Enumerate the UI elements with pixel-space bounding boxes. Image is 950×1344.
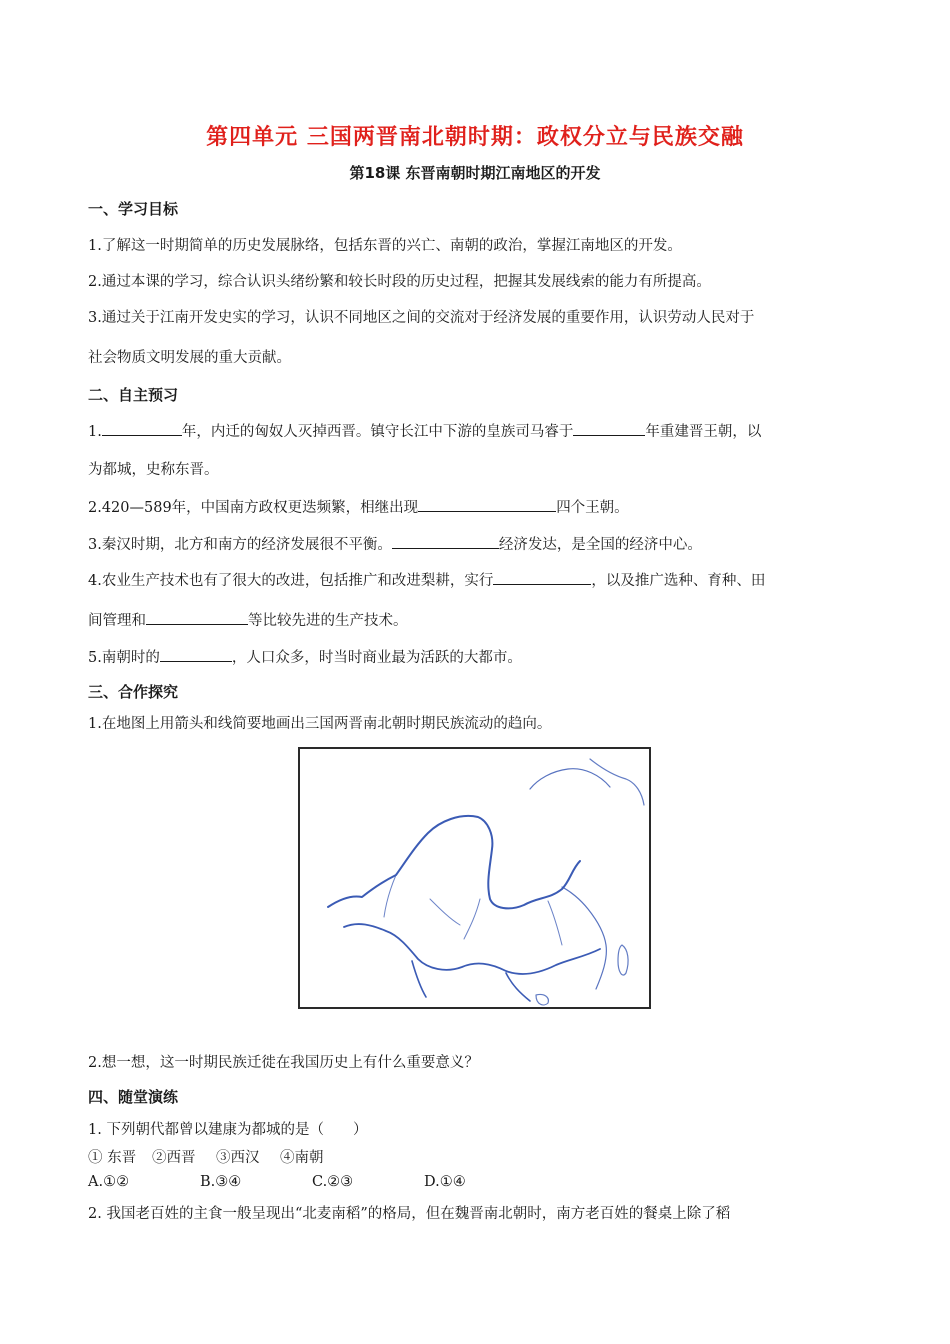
preview-q2-post: 四个王朝。 bbox=[556, 500, 629, 516]
preview-q4-pre: 4.农业生产技术也有了很大的改进，包括推广和改进梨耕，实行 bbox=[88, 573, 494, 589]
preview-q1-post: 年重建晋王朝，以 bbox=[645, 424, 762, 440]
objective-3: 3.通过关于江南开发史实的学习，认识不同地区之间的交流对于经济发展的重要作用，认识劳动人民对于 bbox=[88, 310, 755, 326]
blank-2-dynasties[interactable] bbox=[418, 495, 556, 512]
option-b[interactable]: B.③④ bbox=[200, 1174, 242, 1190]
preview-q4-post: ，以及推广选种、育种、田 bbox=[591, 573, 766, 589]
choice-3: ③西汉 bbox=[216, 1150, 260, 1166]
preview-q4b-pre: 间管理和 bbox=[88, 613, 146, 629]
section-heading-practice: 四、随堂演练 bbox=[88, 1088, 179, 1106]
yellow-river-line bbox=[328, 816, 580, 908]
lesson-title: 第18课 东晋南朝时期江南地区的开发 bbox=[349, 164, 601, 182]
preview-q2 bbox=[88, 495, 629, 517]
section-heading-preview: 二、自主预习 bbox=[88, 386, 179, 404]
unit-title: 第四单元 三国两晋南北朝时期：政权分立与民族交融 bbox=[206, 125, 744, 150]
choice-4: ④南朝 bbox=[280, 1150, 324, 1166]
blank-5-city[interactable] bbox=[160, 645, 232, 662]
preview-q1-mid: 年，内迁的匈奴人灭掉西晋。镇守长江中下游的皇族司马睿于 bbox=[181, 424, 574, 440]
preview-q4b-post: 等比较先进的生产技术。 bbox=[248, 613, 408, 629]
option-d[interactable]: D.①④ bbox=[424, 1174, 466, 1190]
taiwan-island bbox=[618, 945, 628, 975]
preview-q5 bbox=[88, 645, 522, 667]
preview-q5-post: ，人口众多，时当时商业最为活跃的大都市。 bbox=[231, 650, 522, 666]
practice-q1: 1. 下列朝代都曾以建康为都城的是（ ） bbox=[88, 1122, 368, 1138]
section-heading-inquiry: 三、合作探究 bbox=[88, 683, 179, 701]
river-outline-drawing bbox=[300, 749, 649, 1007]
choice-2: ②西晋 bbox=[152, 1150, 196, 1166]
preview-q1-pre: 1. bbox=[88, 424, 102, 440]
blank-1-year[interactable] bbox=[102, 419, 182, 436]
practice-q2: 2. 我国老百姓的主食一般呈现出“北麦南稻”的格局，但在魏晋南北朝时，南方老百姓的餐桌上除了稻 bbox=[88, 1206, 731, 1222]
objective-3-cont: 社会物质文明发展的重大贡献。 bbox=[88, 350, 291, 366]
preview-q1-cont: 为都城，史称东晋。 bbox=[88, 462, 219, 478]
option-c[interactable]: C.②③ bbox=[312, 1174, 354, 1190]
northeast-river-line bbox=[590, 759, 644, 805]
preview-q3-post: 经济发达，是全国的经济中心。 bbox=[498, 537, 702, 553]
yangtze-river-line bbox=[344, 924, 600, 974]
preview-q2-pre: 2.420—589年，中国南方政权更迭频繁，相继出现 bbox=[88, 500, 419, 516]
inquiry-q2: 2.想一想，这一时期民族迁徙在我国历史上有什么重要意义？ bbox=[88, 1055, 479, 1071]
preview-q1 bbox=[88, 419, 761, 441]
preview-q4 bbox=[88, 568, 765, 590]
blank-1-year2[interactable] bbox=[573, 419, 645, 436]
china-outline-map[interactable] bbox=[298, 747, 651, 1009]
objective-2: 2.通过本课的学习，综合认识头绪纷繁和较长时段的历史过程，把握其发展线索的能力有所提高。 bbox=[88, 274, 711, 290]
option-a[interactable]: A.①② bbox=[88, 1174, 130, 1190]
practice-q1-choices bbox=[88, 1146, 324, 1167]
choice-1: ① 东晋 bbox=[88, 1150, 137, 1166]
practice-q1-options bbox=[88, 1174, 466, 1190]
preview-q5-pre: 5.南朝时的 bbox=[88, 650, 160, 666]
blank-4-method[interactable] bbox=[493, 568, 591, 585]
inquiry-q1: 1.在地图上用箭头和线简要地画出三国两晋南北朝时期民族流动的趋向。 bbox=[88, 716, 552, 732]
hainan-island bbox=[536, 994, 548, 1004]
preview-q4-cont bbox=[88, 608, 408, 630]
blank-3-region[interactable] bbox=[392, 532, 499, 549]
preview-q3-pre: 3.秦汉时期，北方和南方的经济发展很不平衡。 bbox=[88, 537, 392, 553]
section-heading-objectives: 一、学习目标 bbox=[88, 200, 179, 218]
tributary-lines bbox=[384, 875, 562, 945]
blank-4-technique[interactable] bbox=[146, 608, 248, 625]
objective-1: 1.了解这一时期简单的历史发展脉络，包括东晋的兴亡、南朝的政治，掌握江南地区的开发。 bbox=[88, 238, 682, 254]
preview-q3 bbox=[88, 532, 702, 554]
